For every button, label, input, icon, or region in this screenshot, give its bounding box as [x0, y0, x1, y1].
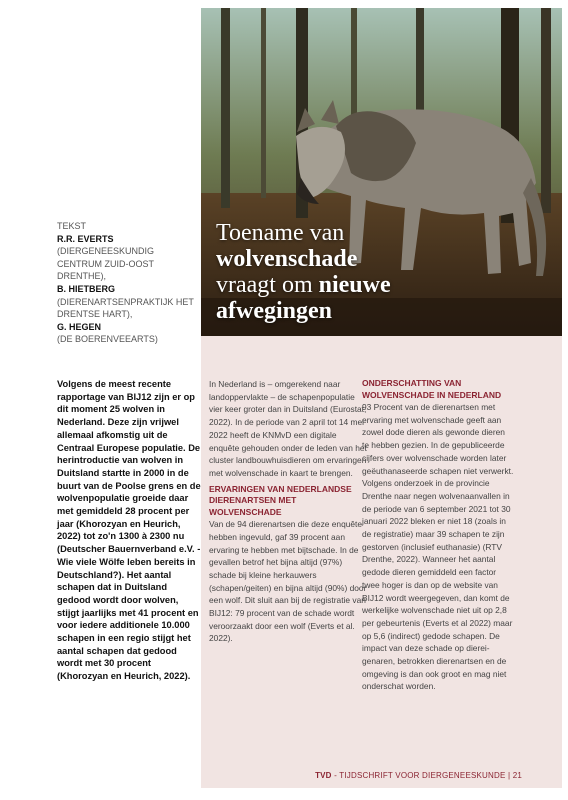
footer-separator: |: [507, 771, 511, 780]
section-heading: ERVARINGEN VAN NEDERLANDSE DIERENARTSEN MET WOLVENSCHADE: [209, 483, 352, 517]
footer-brand: TVD: [315, 771, 332, 780]
author-affiliation: (DE BOERENVEEARTS): [57, 334, 158, 345]
body-paragraph: In Nederland is – omgerekend naar landoppervlakte – de schapenpopulatie vier keer groter dan in Duitsland (Eurostat, 2022). In de periode van 2 april tot 14 mei 2022 heeft de KNMvD een digitale enquête gehouden onder de leden van het cluster landbouwhuisdieren om ervaringen met wolvenschade in kaart te brengen.: [209, 379, 367, 478]
page-number: 21: [512, 771, 522, 780]
author-credits: [57, 220, 197, 346]
author-affiliation: (DIERENARTSENPRAKTIJK HET DRENTSE HART),: [57, 296, 194, 320]
author-name: R.R. EVERTS: [57, 233, 114, 244]
footer-title: - TIJDSCHRIFT VOOR DIERGENEESKUNDE: [334, 771, 506, 780]
headline-line-3-thin: vraagt om: [216, 272, 313, 298]
author-affiliation: (DIERGENEESKUNDIG CENTRUM ZUID-OOST DRENTHE),: [57, 246, 155, 282]
body-column-1: [209, 378, 369, 645]
intro-paragraph: Volgens de meest recente rapportage van BIJ12 zijn er op dit moment 25 wolven in Nederland. Deze zijn vrijwel allemaal afkomstig uit de Centraal Europese populatie. De herintroductie van wolven in Duitsland startte in 2000 in de buurt van de Poolse grens en de wolvenpopulatie groeide daar met gemiddeld 28 procent per jaar (Khorozyan en Heurich, 2022) tot zo'n 1300 à 2300 nu (Deutscher Bauernverband e.V. - Wie viele Wölfe leben bereits in Deutschland?). Het aantal schapen dat in Duitsland gedood wordt door wolven, stijgt jaarlijks met 41 procent en voor iedere additionele 10.000 schapen in een regio stijgt het aantal schapen dat gedood wordt met 30 procent (Khorozyan en Heurich, 2022).: [57, 379, 201, 682]
body-column-2: [362, 378, 514, 693]
section-heading: ONDERSCHATTING VAN WOLVENSCHADE IN NEDERLAND: [362, 378, 502, 400]
page-footer: [201, 768, 562, 788]
author-name: G. HEGEN: [57, 321, 102, 332]
headline-line-3-bold: nieuwe: [318, 272, 391, 298]
body-paragraph: 93 Procent van de dierenartsen met ervaring met wolvenschade geeft aan zowel dode dieren als gewonde dieren te hebben gezien. In de gepubliceerde cijfers over wolvenschade worden later geëuthanaseerde schapen niet verwerkt. Volgens onderzoek in de provincie Drenthe naar negen wolvenaanvallen in de periode van 6 september 2021 tot 30 januari 2022 bleken er niet 18 (zoals in de registratie) maar 39 schapen te zijn gestorven (inclusief euthanasie) (RTV Drenthe, 2022). Wanneer het aantal gedode dieren gemiddeld een factor twee hoger is dan op de website van BIJ12 wordt weergegeven, dan komt de werkelijke wolvenschade niet uit op 2,8 per gebeurtenis (Everts et al 2022) maar op 5,6 (indirect) gedode schapen. De impact van deze schade op dierei-genaren, betrokken dierenartsen en de omgeving is dan ook groot en mag niet onderschat worden.: [362, 402, 514, 692]
footer-text: [315, 771, 522, 780]
article-headline: [216, 220, 556, 324]
headline-line-2: wolvenschade: [216, 246, 358, 272]
author-name: B. HIETBERG: [57, 283, 116, 294]
headline-line-4: afwegingen: [216, 298, 332, 324]
body-paragraph: Van de 94 dierenartsen die deze enquête hebben ingevuld, gaf 39 procent aan ervaring te hebben met bijtschade. In de gevallen betrof het bijna altijd (97%) schade bij kleine herkauwers (schapen/geiten) en bijna altijd (90%) door een wolf. Dit sluit aan bij de registratie van BIJ12: 79 procent van de schade wordt veroorzaakt door een wolf (Everts et al. 2022).: [209, 519, 367, 644]
headline-line-1: Toename van: [216, 220, 345, 246]
credits-label: TEKST: [57, 221, 87, 231]
